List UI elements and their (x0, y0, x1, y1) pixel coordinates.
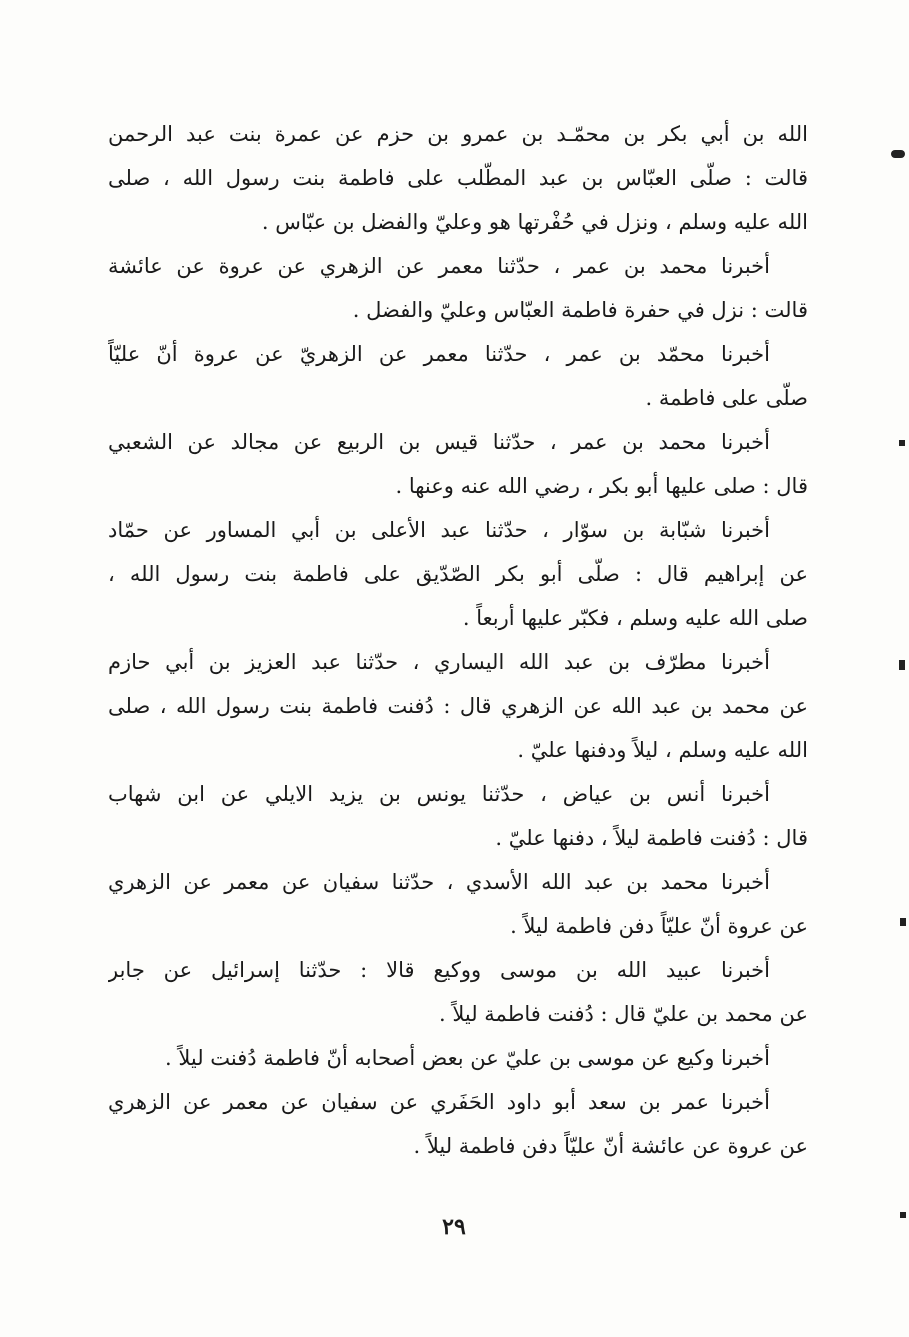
scan-speck (900, 1212, 906, 1218)
scan-speck (891, 150, 905, 158)
text-line: قال : دُفنت فاطمة ليلاً ، دفنها عليّ . (495, 826, 808, 850)
text-line: أخبرنا محمد بن عمر ، حدّثنا قيس بن الربيع عن مجالد عن الشعبي (108, 430, 770, 454)
text-line: أخبرنا أنس بن عياض ، حدّثنا يونس بن يزيد الايلي عن ابن شهاب (108, 782, 770, 806)
scan-speck (900, 918, 906, 926)
text-line: أخبرنا محمّد بن عمر ، حدّثنا معمر عن الزهريّ عن عروة أنّ عليّاً (108, 342, 770, 366)
text-line: الله بن أبي بكر بن محمّـد بن عمرو بن حزم عن عمرة بنت عبد الرحمن (108, 122, 808, 146)
body-text (108, 112, 808, 1168)
text-line: صلّى على فاطمة . (645, 386, 808, 410)
text-line: الله عليه وسلم ، ليلاً ودفنها عليّ . (517, 738, 808, 762)
text-line: أخبرنا محمد بن عبد الله الأسدي ، حدّثنا سفيان عن معمر عن الزهري (108, 870, 770, 894)
text-line: عن محمد بن عبد الله عن الزهري قال : دُفنت فاطمة بنت رسول الله ، صلى (108, 694, 808, 718)
text-line: صلى الله عليه وسلم ، فكبّر عليها أربعاً . (462, 606, 808, 630)
text-line: أخبرنا مطرّف بن عبد الله اليساري ، حدّثنا عبد العزيز بن أبي حازم (108, 650, 770, 674)
page-number: ٢٩ (442, 1214, 466, 1240)
text-line: عن محمد بن عليّ قال : دُفنت فاطمة ليلاً . (439, 1002, 808, 1026)
text-line: قالت : صلّى العبّاس بن عبد المطّلب على فاطمة بنت رسول الله ، صلى (108, 166, 808, 190)
text-line: أخبرنا عمر بن سعد أبو داود الحَفَري عن سفيان عن معمر عن الزهري (108, 1090, 770, 1114)
text-line: عن إبراهيم قال : صلّى أبو بكر الصّدّيق على فاطمة بنت رسول الله ، (108, 562, 808, 586)
text-line: قال : صلى عليها أبو بكر ، رضي الله عنه وعنها . (395, 474, 808, 498)
text-line: أخبرنا شبّابة بن سوّار ، حدّثنا عبد الأعلى بن أبي المساور عن حمّاد (108, 518, 770, 542)
text-line: أخبرنا عبيد الله بن موسى ووكيع قالا : حدّثنا إسرائيل عن جابر (108, 958, 770, 982)
text-line: الله عليه وسلم ، ونزل في حُفْرتها هو وعليّ والفضل بن عبّاس . (261, 210, 808, 234)
text-line: أخبرنا محمد بن عمر ، حدّثنا معمر عن الزهري عن عروة عن عائشة (108, 254, 770, 278)
text-line: عن عروة أنّ عليّاً دفن فاطمة ليلاً . (510, 914, 808, 938)
text-line: قالت : نزل في حفرة فاطمة العبّاس وعليّ والفضل . (352, 298, 808, 322)
text-line: عن عروة عن عائشة أنّ عليّاً دفن فاطمة ليلاً . (413, 1134, 808, 1158)
text-line: أخبرنا وكيع عن موسى بن عليّ عن بعض أصحابه أنّ فاطمة دُفنت ليلاً . (165, 1046, 770, 1070)
scan-speck (899, 660, 905, 670)
scan-speck (899, 440, 905, 446)
